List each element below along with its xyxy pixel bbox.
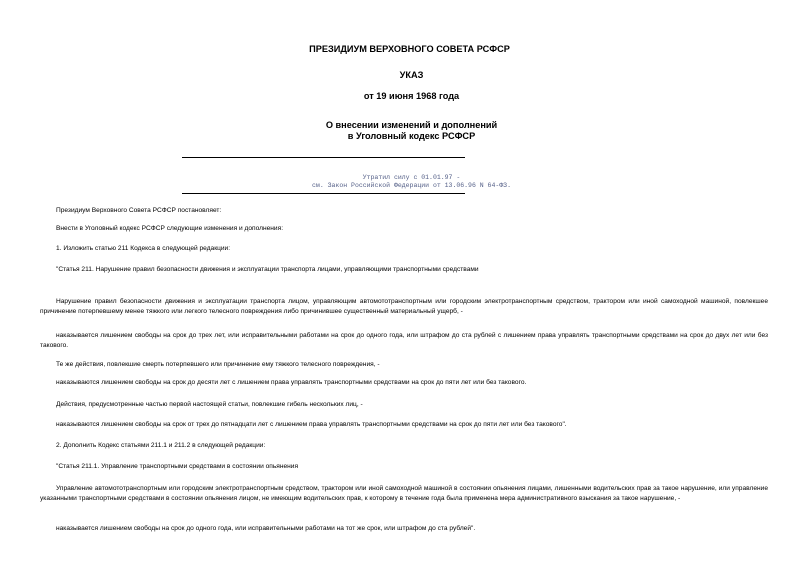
document-date: от 19 июня 1968 года: [363, 91, 460, 101]
article-211-part-1-penalty: наказывается лишением свободы на срок до трех лет, или исправительными работами на срок до одного года, или штрафом до ста рублей с лишением права управлять транспортными средствами на срок до двух лет или без такового.: [40, 332, 768, 349]
article-211-1-heading: "Статья 211.1. Управление транспортными средствами в состоянии опьянения: [56, 463, 299, 470]
repeal-notice-line-1: Утратил силу с 01.01.97 -: [362, 174, 461, 181]
notice-divider-bottom: [182, 193, 465, 194]
repeal-notice-line-2: см. Закон Российской Федерации от 13.06.96 N 64-ФЗ.: [312, 182, 511, 189]
document-title-line-1: О внесении изменений и дополнений: [325, 120, 498, 130]
issuing-authority: ПРЕЗИДИУМ ВЕРХОВНОГО СОВЕТА РСФСР: [309, 44, 510, 54]
article-211-1-penalty: наказывается лишением свободы на срок до одного года, или исправительными работами на тот же срок, или штрафом до ста рублей".: [56, 525, 476, 532]
article-211-part-1: Нарушение правил безопасности движения и эксплуатации транспорта лицом, управляющим автомототранспортным или городским электротранспортным средством, трактором или иной самоходной машиной, повлекшее причинение потерпевшему менее тяжкого или легкого телесного повреждения либо причинившее существенный материальный ущерб, -: [40, 298, 768, 315]
paragraph-item-2: 2. Дополнить Кодекс статьями 211.1 и 211.2 в следующей редакции:: [56, 442, 266, 449]
article-211-1-text: Управление автомототранспортным или городским электротранспортным средством, трактором или иной самоходной машиной в состоянии опьянения лицами, лишенными водительских прав за такое нарушение, или управление указанными транспортными средствами в состоянии опьянения лицом, не имеющим водительских прав, к которому в течение года была применена мера административного взыскания за такое нарушение, -: [40, 485, 768, 502]
paragraph-intro: Внести в Уголовный кодекс РСФСР следующие изменения и дополнения:: [56, 225, 284, 232]
article-211-part-2: Те же действия, повлекшие смерть потерпевшего или причинение ему тяжкого телесного повреждения, -: [56, 361, 380, 368]
document-title-line-2: в Уголовный кодекс РСФСР: [347, 131, 476, 141]
document-type: УКАЗ: [399, 70, 424, 80]
notice-divider-top: [182, 157, 465, 158]
article-211-heading: "Статья 211. Нарушение правил безопасности движения и эксплуатации транспорта лицами, управляющими транспортными средствами: [56, 266, 479, 273]
article-211-part-3-penalty: наказываются лишением свободы на срок от трех до пятнадцати лет с лишением права управлять транспортными средствами на срок до пяти лет или без такового".: [56, 421, 567, 428]
document-title: [0, 120, 807, 142]
article-211-part-3: Действия, предусмотренные частью первой настоящей статьи, повлекшие гибель нескольких лиц, -: [56, 401, 363, 408]
paragraph-preamble: Президиум Верховного Совета РСФСР постановляет:: [56, 207, 222, 214]
article-211-part-2-penalty: наказываются лишением свободы на срок до десяти лет с лишением права управлять транспортными средствами на срок до пяти лет или без такового.: [56, 379, 527, 386]
paragraph-item-1: 1. Изложить статью 211 Кодекса в следующей редакции:: [56, 245, 231, 252]
